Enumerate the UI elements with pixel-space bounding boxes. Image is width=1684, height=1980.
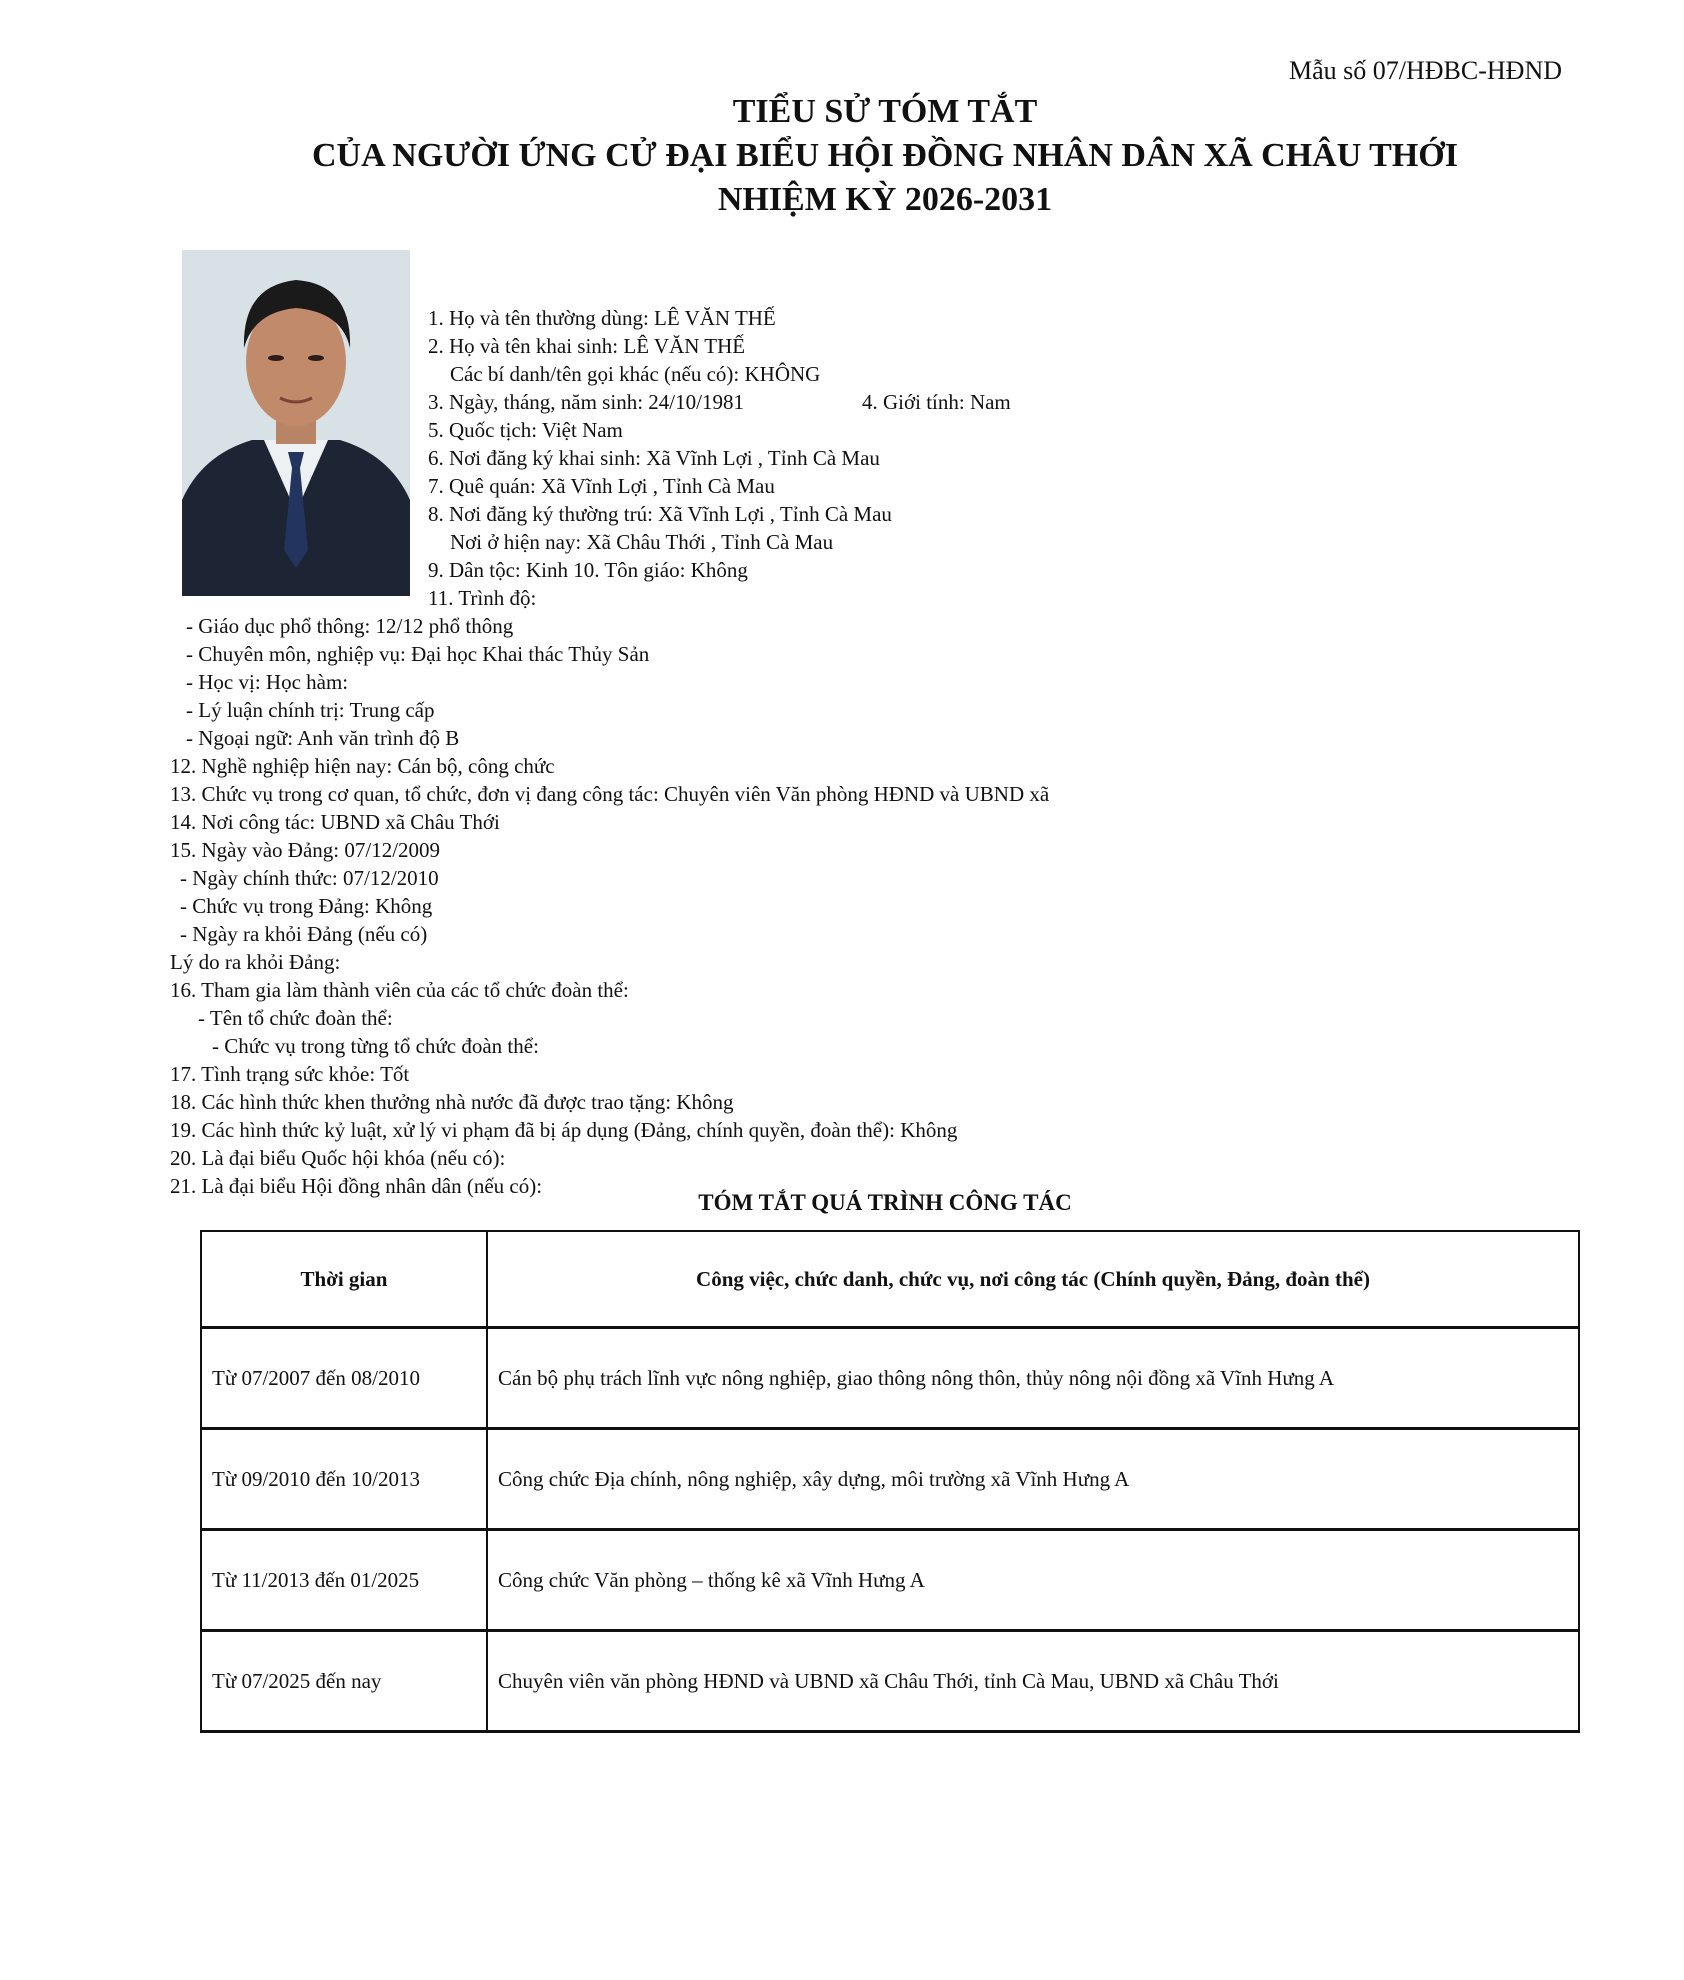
row-time: Từ 07/2007 đến 08/2010 (201, 1328, 487, 1429)
portrait-photo (182, 250, 410, 596)
bio-discipline: 19. Các hình thức kỷ luật, xử lý vi phạm đã bị áp dụng (Đảng, chính quyền, đoàn thể): Không (170, 1118, 958, 1142)
bio-birth-name: 2. Họ và tên khai sinh: LÊ VĂN THẾ (428, 334, 746, 358)
bio-current-residence: Nơi ở hiện nay: Xã Châu Thới , Tỉnh Cà Mau (450, 530, 834, 554)
bio-national-assembly: 20. Là đại biểu Quốc hội khóa (nếu có): (170, 1146, 506, 1170)
bio-ethnicity-religion: 9. Dân tộc: Kinh 10. Tôn giáo: Không (428, 558, 748, 582)
title-line-2: CỦA NGƯỜI ỨNG CỬ ĐẠI BIỂU HỘI ĐỒNG NHÂN DÂN XÃ CHÂU THỚI (312, 137, 1458, 174)
work-history-table (200, 1230, 1580, 1733)
row-time: Từ 07/2025 đến nay (201, 1631, 487, 1732)
header-time: Thời gian (201, 1231, 487, 1328)
bio-peoples-council: 21. Là đại biểu Hội đồng nhân dân (nếu có): (170, 1174, 543, 1198)
form-code: Mẫu số 07/HĐBC-HĐND (1289, 56, 1562, 85)
bio-permanent-residence: 8. Nơi đăng ký thường trú: Xã Vĩnh Lợi , Tỉnh Cà Mau (428, 502, 892, 526)
row-description: Chuyên viên văn phòng HĐND và UBND xã Châu Thới, tỉnh Cà Mau, UBND xã Châu Thới (487, 1631, 1579, 1732)
work-history-title: TÓM TẮT QUÁ TRÌNH CÔNG TÁC (698, 1190, 1072, 1215)
table-row (201, 1530, 1579, 1631)
table-header-row (201, 1231, 1579, 1328)
bio-awards: 18. Các hình thức khen thưởng nhà nước đã được trao tặng: Không (170, 1090, 734, 1114)
bio-political-theory: - Lý luận chính trị: Trung cấp (186, 698, 435, 722)
bio-workplace: 14. Nơi công tác: UBND xã Châu Thới (170, 810, 500, 834)
row-description: Cán bộ phụ trách lĩnh vực nông nghiệp, giao thông nông thôn, thủy nông nội đồng xã Vĩnh Hưng A (487, 1328, 1579, 1429)
bio-nationality: 5. Quốc tịch: Việt Nam (428, 418, 623, 442)
bio-birth-registration: 6. Nơi đăng ký khai sinh: Xã Vĩnh Lợi , Tỉnh Cà Mau (428, 446, 880, 470)
row-time: Từ 11/2013 đến 01/2025 (201, 1530, 487, 1631)
bio-occupation: 12. Nghề nghiệp hiện nay: Cán bộ, công chức (170, 754, 555, 778)
bio-party-join-date: 15. Ngày vào Đảng: 07/12/2009 (170, 838, 441, 862)
bio-foreign-language: - Ngoại ngữ: Anh văn trình độ B (186, 726, 460, 750)
row-description: Công chức Văn phòng – thống kê xã Vĩnh Hưng A (487, 1530, 1579, 1631)
bio-birth-date: 3. Ngày, tháng, năm sinh: 24/10/1981 (428, 390, 744, 414)
title-line-3: NHIỆM KỲ 2026-2031 (717, 181, 1053, 218)
table-row (201, 1631, 1579, 1732)
bio-gender: 4. Giới tính: Nam (862, 390, 1011, 414)
document-title (0, 90, 1684, 222)
bio-common-name: 1. Họ và tên thường dùng: LÊ VĂN THẾ (428, 306, 776, 330)
bio-general-education: - Giáo dục phổ thông: 12/12 phổ thông (186, 614, 514, 638)
bio-aliases: Các bí danh/tên gọi khác (nếu có): KHÔNG (450, 362, 821, 386)
bio-organizations: 16. Tham gia làm thành viên của các tổ chức đoàn thể: (170, 978, 629, 1002)
row-description: Công chức Địa chính, nông nghiệp, xây dựng, môi trường xã Vĩnh Hưng A (487, 1429, 1579, 1530)
title-line-1: TIỂU SỬ TÓM TẮT (732, 93, 1038, 130)
bio-organization-name: - Tên tổ chức đoàn thể: (198, 1006, 393, 1030)
bio-party-official-date: - Ngày chính thức: 07/12/2010 (180, 866, 439, 890)
bio-degree: - Học vị: Học hàm: (186, 670, 349, 694)
bio-position: 13. Chức vụ trong cơ quan, tổ chức, đơn vị đang công tác: Chuyên viên Văn phòng HĐND và UBND xã (170, 782, 1050, 806)
bio-hometown: 7. Quê quán: Xã Vĩnh Lợi , Tỉnh Cà Mau (428, 474, 775, 498)
bio-health: 17. Tình trạng sức khỏe: Tốt (170, 1062, 410, 1086)
bio-organization-position: - Chức vụ trong từng tổ chức đoàn thể: (212, 1034, 539, 1058)
table-row (201, 1328, 1579, 1429)
header-description: Công việc, chức danh, chức vụ, nơi công tác (Chính quyền, Đảng, đoàn thể) (487, 1231, 1579, 1328)
bio-party-leave-date: - Ngày ra khỏi Đảng (nếu có) (180, 922, 428, 946)
bio-party-leave-reason: Lý do ra khỏi Đảng: (170, 950, 341, 974)
bio-party-position: - Chức vụ trong Đảng: Không (180, 894, 433, 918)
bio-qualification-heading: 11. Trình độ: (428, 586, 537, 610)
bio-profession: - Chuyên môn, nghiệp vụ: Đại học Khai thác Thủy Sản (186, 642, 650, 666)
table-row (201, 1429, 1579, 1530)
row-time: Từ 09/2010 đến 10/2013 (201, 1429, 487, 1530)
